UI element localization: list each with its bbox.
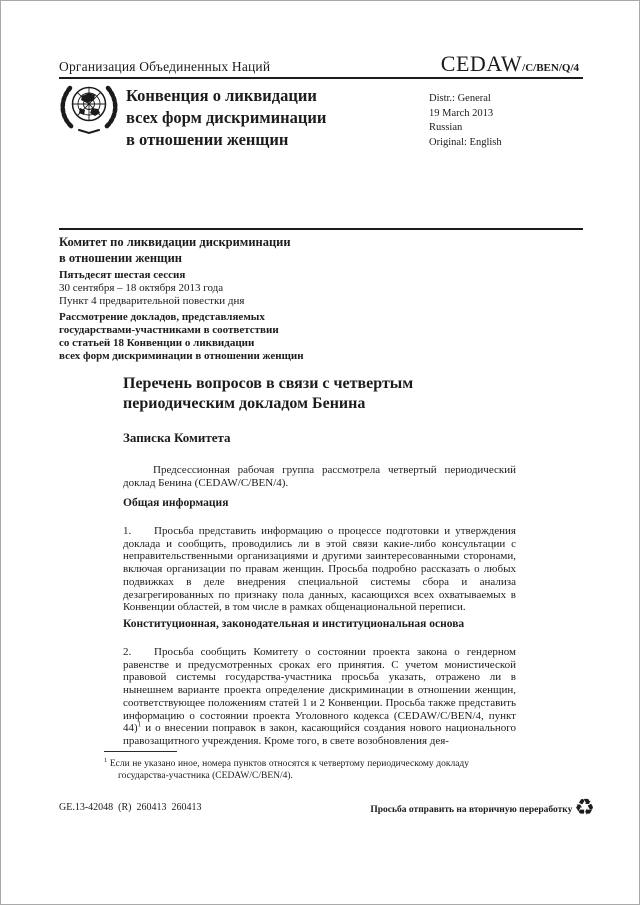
consideration-line: государствами-участниками в соответствии bbox=[59, 324, 279, 336]
section-heading-constitutional: Конституционная, законодательная и институциональная основа bbox=[123, 618, 465, 630]
distr-date: 19 March 2013 bbox=[429, 107, 494, 119]
note-heading: Записка Комитета bbox=[123, 430, 231, 445]
agenda-item: Пункт 4 предварительной повестки дня bbox=[59, 295, 245, 307]
distr-type: Distr.: General bbox=[429, 93, 491, 104]
consideration-line: Рассмотрение докладов, представляемых bbox=[59, 311, 265, 323]
paragraph-number: 1. bbox=[123, 525, 132, 537]
header-rule bbox=[59, 77, 583, 79]
footnote-text: Если не указано иное, номера пунктов относятся к четвертому периодическому докладу государства-участника (CEDAW/C/BEN/4). bbox=[109, 759, 469, 781]
paragraph-text: и о внесении поправок в закон, касающийся создания нового национального правозащитного учреждения. Кроме того, в свете возобновления дея- bbox=[123, 722, 516, 747]
recycle-notice bbox=[370, 795, 595, 821]
document-header bbox=[59, 51, 579, 77]
document-id: GE.13-42048 (R) 260413 260413 bbox=[59, 802, 202, 813]
convention-title-line: всех форм дискриминации bbox=[126, 108, 327, 127]
document-title-line: Перечень вопросов в связи с четвертым bbox=[123, 375, 414, 392]
committee-name-line: в отношении женщин bbox=[59, 250, 182, 265]
footnote-reference: 1 bbox=[137, 720, 142, 729]
consideration-line: всех форм дискриминации в отношении женщин bbox=[59, 350, 304, 362]
committee-block bbox=[59, 235, 304, 363]
intro-paragraph: Предсессионная рабочая группа рассмотрела четвертый периодический доклад Бенина (CEDAW/C/BEN/4). bbox=[123, 464, 516, 489]
committee-name-line: Комитет по ликвидации дискриминации bbox=[59, 235, 291, 249]
consideration-line: со статьей 18 Конвенции о ликвидации bbox=[59, 337, 255, 349]
convention-title bbox=[126, 85, 326, 151]
distr-language: Russian bbox=[429, 122, 463, 133]
doc-symbol-suffix: /C/BEN/Q/4 bbox=[522, 62, 579, 74]
un-emblem-icon bbox=[57, 82, 121, 141]
session-title: Пятьдесят шестая сессия bbox=[59, 269, 186, 281]
footnote bbox=[104, 758, 469, 782]
paragraph-number: 2. bbox=[123, 646, 132, 658]
paragraph-1 bbox=[123, 525, 516, 614]
section-rule bbox=[59, 228, 583, 230]
convention-title-line: Конвенция о ликвидации bbox=[126, 86, 317, 105]
recycle-icon: ♻ bbox=[574, 795, 595, 821]
footnote-marker: 1 bbox=[104, 756, 108, 764]
convention-title-line: в отношении женщин bbox=[126, 130, 289, 149]
section-heading-general: Общая информация bbox=[123, 497, 229, 509]
document-title-line: периодическим докладом Бенина bbox=[123, 395, 366, 412]
session-dates: 30 сентября – 18 октября 2013 года bbox=[59, 282, 224, 294]
paragraph-2 bbox=[123, 646, 516, 748]
doc-symbol bbox=[441, 51, 579, 77]
paragraph-text: Просьба сообщить Комитету о состоянии проекта закона о гендерном равенстве и предусмотренных сроках его принятия. С учетом монистической правовой системы государства-участника просьба указать, отражено ли в нынешнем варианте проекта определение дискриминации в отношении женщин, соответствующее положениям статей 1 и 2 Конвенции. Просьба также представить информацию о состоянии проекта Уголовного кодекса (CEDAW/C/BEN/4, пункт 44) bbox=[123, 646, 516, 735]
distr-original: Original: English bbox=[429, 136, 502, 148]
doc-symbol-main: CEDAW bbox=[440, 51, 523, 76]
footnote-separator bbox=[104, 751, 177, 752]
document-title bbox=[123, 374, 516, 414]
recycle-text: Просьба отправить на вторичную переработку bbox=[370, 804, 573, 815]
paragraph-text: Просьба представить информацию о процессе подготовки и утверждения доклада и сообщить, проводились ли в этой связи какие-либо консультации с неправительственными организациями и другими заинтересованными сторонами, включая организации по правам женщин. Просьба подробно рассказать о любых подвижках в деле внедрения специальной системы сбора и анализа дезагрегированных по признаку пола данных, касающихся всех охватываемых в Конвенции областей, в том числе в рамках общенациональной переписи. bbox=[123, 525, 516, 614]
org-name: Организация Объединенных Наций bbox=[59, 59, 271, 74]
distribution-block bbox=[429, 92, 502, 150]
